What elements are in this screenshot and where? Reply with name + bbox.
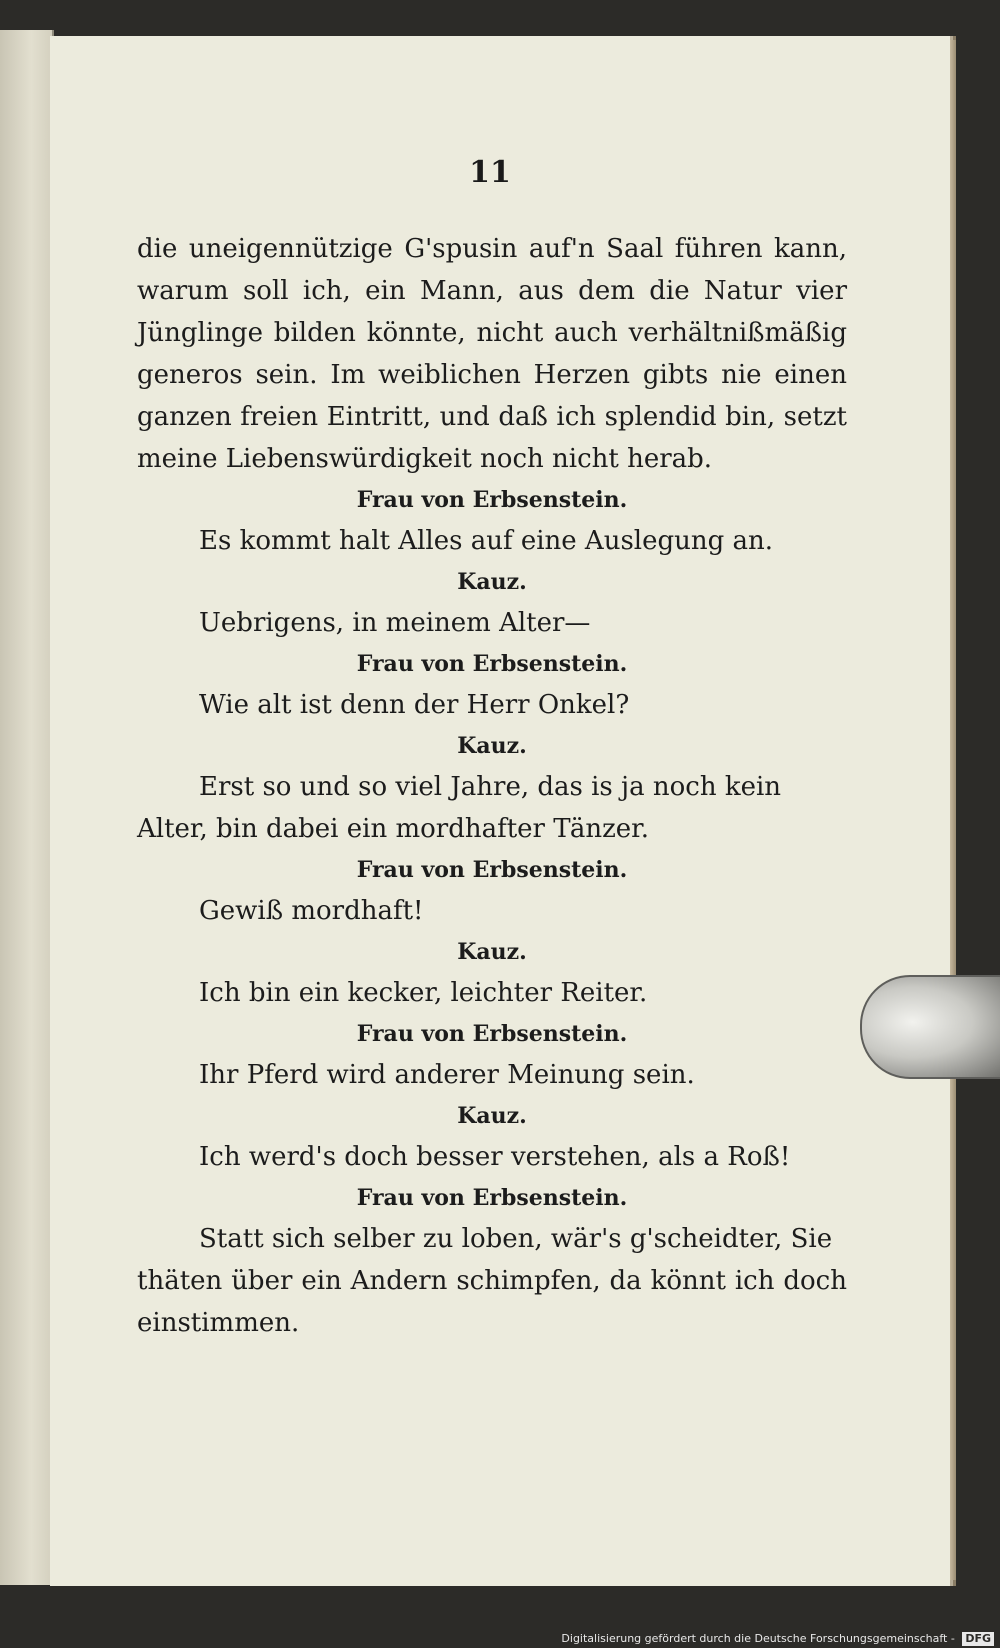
text-line: Ihr Pferd wird anderer Meinung sein. (199, 1060, 695, 1090)
page-stack-edge (950, 40, 956, 1580)
text-line: ganzen freien Eintritt, und daß ich splendid bin, setzt (137, 402, 847, 432)
speaker-name: Kauz. (457, 733, 527, 759)
text-line: Es kommt halt Alles auf eine Auslegung an. (199, 526, 774, 556)
facing-page-edge (0, 30, 54, 1585)
text-line: Ich bin ein kecker, leichter Reiter. (199, 978, 648, 1008)
text-line: Ich werd's doch besser verstehen, als a Roß! (199, 1142, 791, 1172)
text-line: Uebrigens, in meinem Alter— (199, 608, 591, 638)
text-line: Gewiß mordhaft! (199, 896, 424, 926)
text-line: Jünglinge bilden könnte, nicht auch verhältnißmäßig (137, 318, 847, 348)
text-line: warum soll ich, ein Mann, aus dem die Natur vier (137, 276, 847, 306)
footer-credit: Digitalisierung gefördert durch die Deutsche Forschungsgemeinschaft - (561, 1632, 955, 1645)
text-line: Erst so und so viel Jahre, das is ja noch kein (199, 772, 782, 802)
speaker-name: Kauz. (457, 939, 527, 965)
text-line: die uneigennützige G'spusin auf'n Saal führen kann, (137, 234, 847, 264)
speaker-name: Frau von Erbsenstein. (356, 1185, 628, 1211)
footer-credit-bar (0, 1630, 1000, 1648)
speaker-name: Frau von Erbsenstein. (356, 1021, 628, 1047)
page-number: 11 (469, 155, 511, 190)
speaker-name: Kauz. (457, 1103, 527, 1129)
page-text (137, 228, 847, 1344)
dfg-logo: DFG (962, 1632, 994, 1646)
speaker-name: Frau von Erbsenstein. (356, 857, 628, 883)
speaker-name: Frau von Erbsenstein. (356, 487, 628, 513)
speaker-name: Kauz. (457, 569, 527, 595)
text-line: generos sein. Im weiblichen Herzen gibts nie einen (137, 360, 847, 390)
text-line: einstimmen. (137, 1308, 300, 1338)
text-line: thäten über ein Andern schimpfen, da könnt ich doch (137, 1266, 847, 1296)
text-line: meine Liebenswürdigkeit noch nicht herab. (137, 444, 713, 474)
speaker-name: Frau von Erbsenstein. (356, 651, 628, 677)
text-line: Statt sich selber zu loben, wär's g'scheidter, Sie (199, 1224, 833, 1254)
text-line: Wie alt ist denn der Herr Onkel? (199, 690, 630, 720)
page-clip (860, 975, 1000, 1079)
text-line: Alter, bin dabei ein mordhafter Tänzer. (137, 814, 650, 844)
